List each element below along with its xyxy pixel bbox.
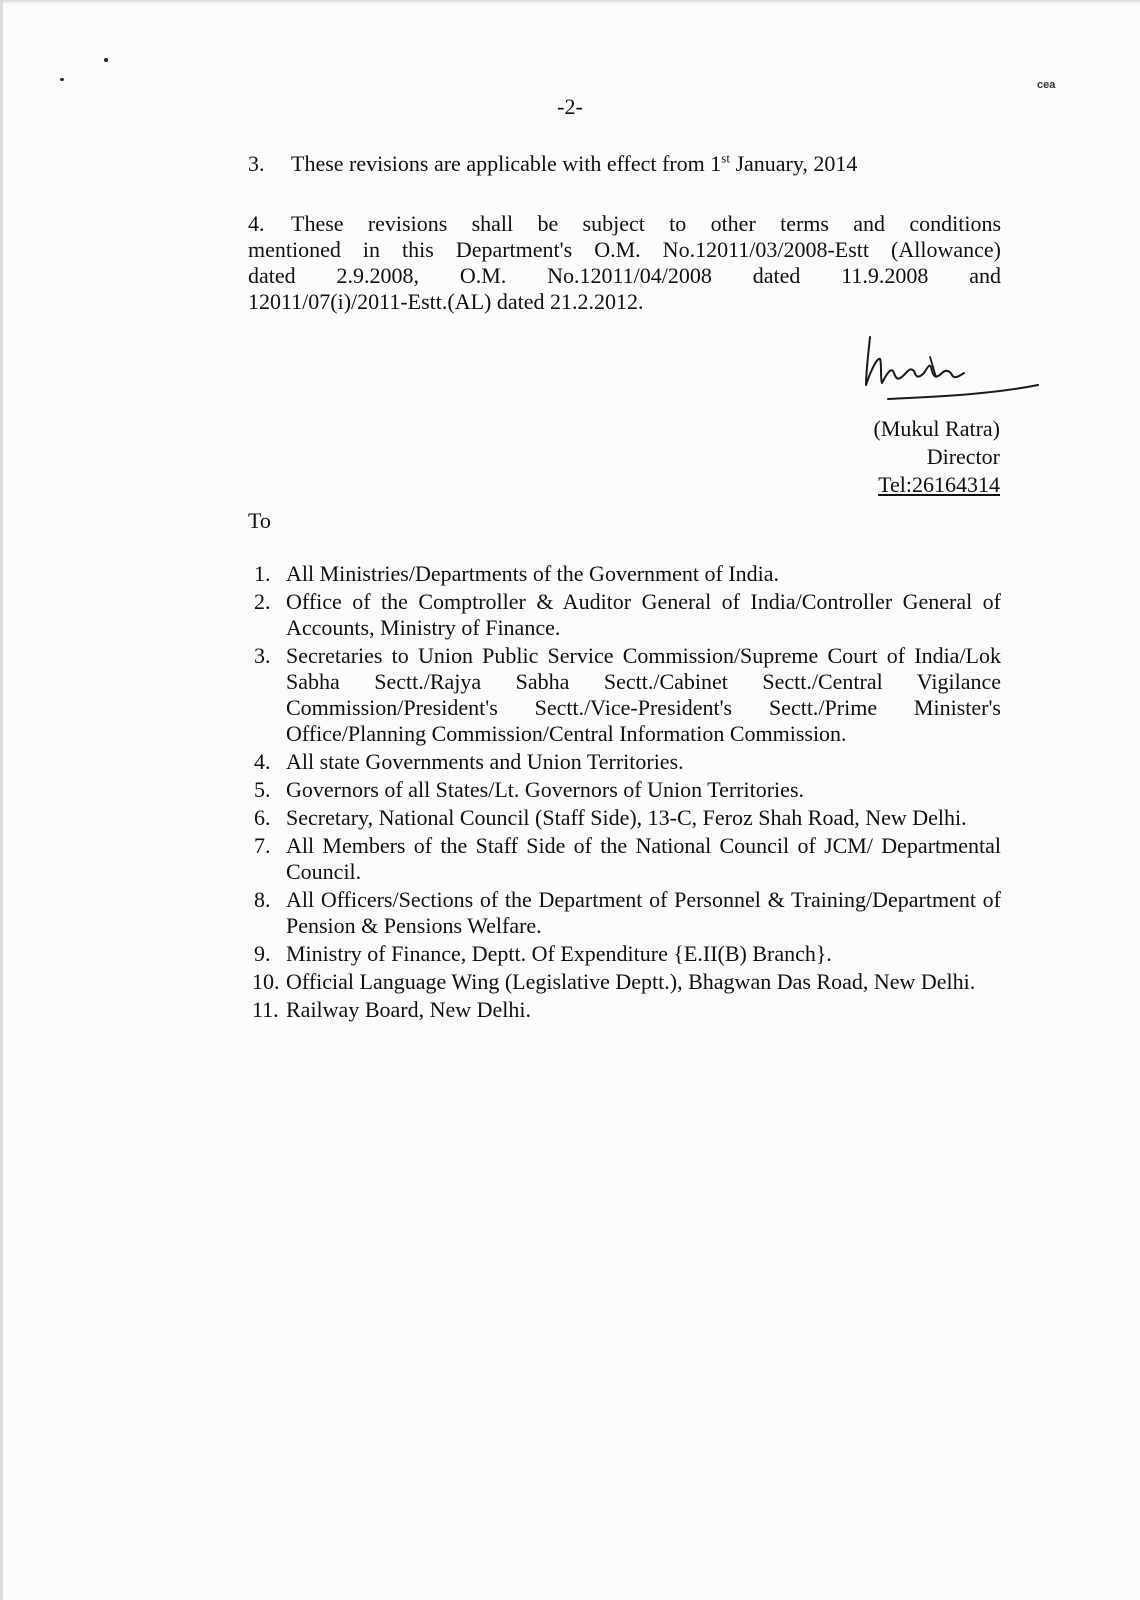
list-item-text: Official Language Wing (Legislative Deptt.), Bhagwan Das Road, New Delhi. [286, 969, 976, 994]
list-item-text: All state Governments and Union Territories. [286, 749, 684, 774]
paragraph-line-4: 12011/07(i)/2011-Estt.(AL) dated 21.2.2012. [248, 289, 644, 314]
paragraph-4 [248, 211, 1001, 315]
list-item-index: 11. [252, 997, 279, 1022]
list-item [254, 941, 1001, 967]
scan-edge-top [0, 0, 1140, 4]
handwritten-signature [858, 327, 1058, 407]
corner-mark: cea [1037, 79, 1056, 91]
list-item [254, 589, 1001, 641]
list-item [254, 777, 1001, 803]
list-item [254, 969, 1001, 995]
list-item-text: Secretary, National Council (Staff Side), 13-C, Feroz Shah Road, New Delhi. [286, 805, 967, 830]
paragraph-text-end: January, 2014 [729, 151, 858, 176]
list-item [254, 833, 1001, 885]
scan-edge-left [0, 0, 3, 1600]
paragraph-line-1: These revisions shall be subject to other terms and conditions [291, 211, 1001, 236]
ordinal-suffix: st [721, 150, 730, 166]
list-item-index: 7. [254, 833, 271, 858]
list-item [254, 997, 1001, 1023]
list-item-index: 9. [254, 941, 271, 966]
signatory-designation: Director [926, 444, 1000, 469]
list-item-text: All Members of the Staff Side of the National Council of JCM/ Departmental Council. [286, 833, 1001, 884]
scan-speck [60, 78, 64, 81]
page-number: -2- [557, 94, 583, 119]
list-item [254, 561, 1001, 587]
list-item-index: 3. [254, 643, 271, 668]
paragraph-number: 4. [248, 211, 265, 236]
list-item [254, 805, 1001, 831]
list-item-text: Secretaries to Union Public Service Commission/Supreme Court of India/Lok Sabha Sectt./Rajya Sabha Sectt./Cabinet Sectt./Central Vigilance Commission/President's Sectt./Vice-President's Sectt./Prime Minister's Office/Planning Commission/Central Information Commission. [286, 643, 1001, 746]
signatory-block [800, 415, 1000, 499]
list-item [254, 749, 1001, 775]
paragraph-line-2: mentioned in this Department's O.M. No.12011/03/2008-Estt (Allowance) [248, 237, 1001, 262]
paragraph-number: 3. [248, 151, 265, 176]
list-item-index: 1. [254, 561, 271, 586]
paragraph-line-3: dated 2.9.2008, O.M. No.12011/04/2008 dated 11.9.2008 and [248, 263, 1001, 288]
list-item [254, 887, 1001, 939]
to-label: To [248, 508, 271, 533]
list-item [254, 643, 1001, 747]
paragraph-3 [248, 151, 1001, 177]
distribution-list [254, 561, 1001, 1025]
signatory-name: (Mukul Ratra) [873, 416, 1000, 441]
list-item-text: Ministry of Finance, Deptt. Of Expenditure {E.II(B) Branch}. [286, 941, 832, 966]
list-item-text: Railway Board, New Delhi. [286, 997, 531, 1022]
list-item-text: Office of the Comptroller & Auditor General of India/Controller General of Accounts, Ministry of Finance. [286, 589, 1001, 640]
list-item-index: 6. [254, 805, 271, 830]
scan-speck [104, 58, 108, 62]
signatory-telephone: Tel:26164314 [878, 472, 1000, 497]
paragraph-line [248, 211, 1001, 237]
list-item-text: All Ministries/Departments of the Government of India. [286, 561, 780, 586]
list-item-text: All Officers/Sections of the Department of Personnel & Training/Department of Pension & Pensions Welfare. [286, 887, 1001, 938]
list-item-index: 8. [254, 887, 271, 912]
list-item-index: 4. [254, 749, 271, 774]
list-item-index: 2. [254, 589, 271, 614]
paragraph-text: These revisions are applicable with effect from 1 [291, 151, 722, 176]
list-item-text: Governors of all States/Lt. Governors of Union Territories. [286, 777, 804, 802]
list-item-index: 5. [254, 777, 271, 802]
list-item-index: 10. [252, 969, 280, 994]
